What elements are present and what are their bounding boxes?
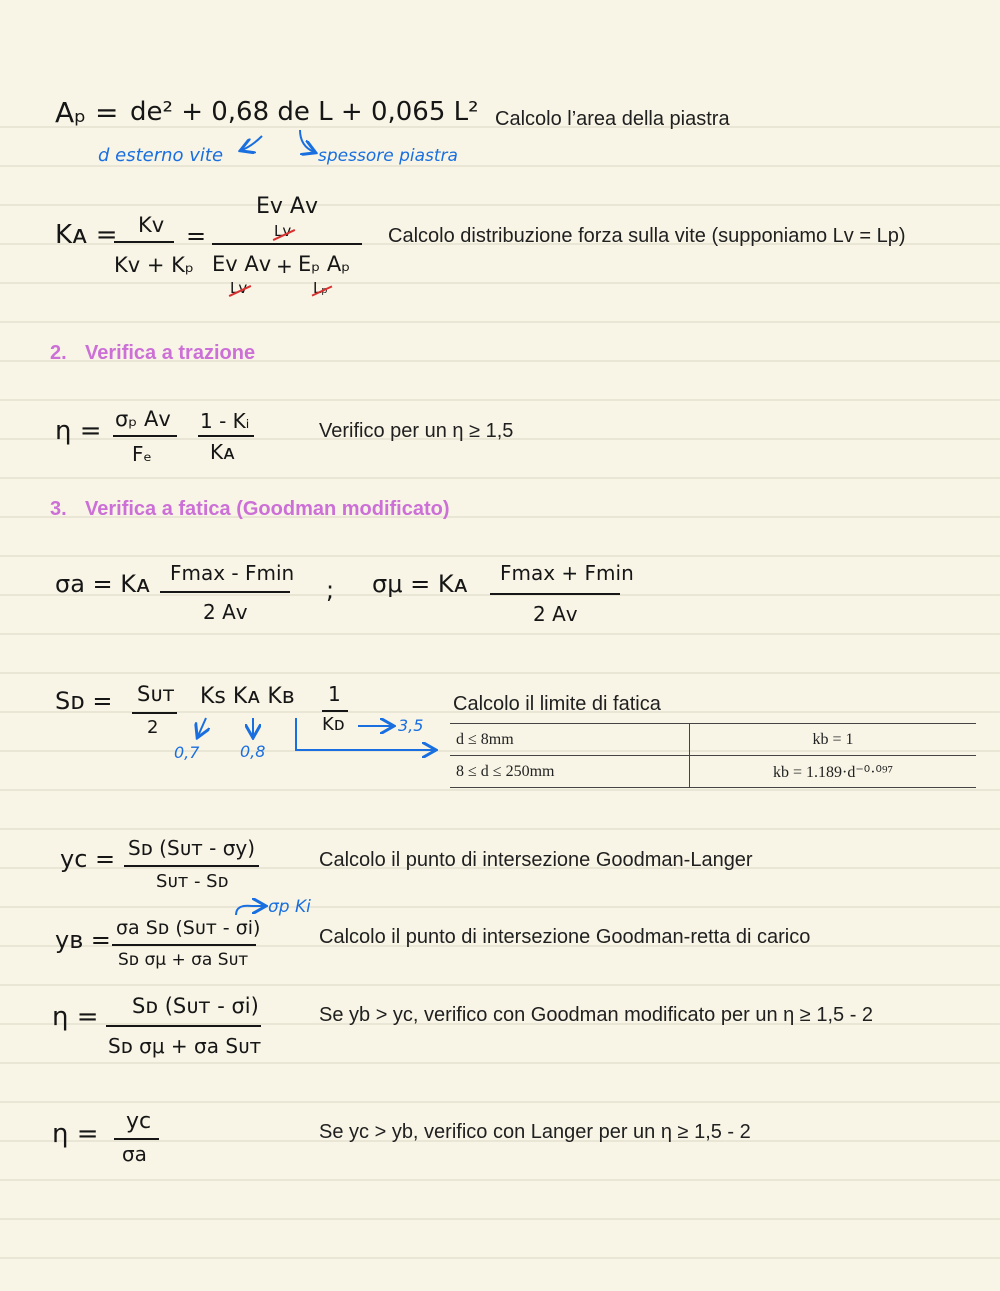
eta2-bar <box>106 1025 261 1027</box>
ka-bar2 <box>212 243 362 245</box>
yb-lhs: yʙ = <box>55 926 111 954</box>
section-2-heading: 2. Verifica a trazione <box>50 342 256 364</box>
note-eta1: Verifico per un η ≥ 1,5 <box>319 420 514 442</box>
ks-value: 0,7 <box>174 743 200 762</box>
yc-den: Sᴜᴛ - Sᴅ <box>156 871 229 892</box>
ka-den1: Kᴠ + Kₚ <box>114 253 194 277</box>
kb-table <box>450 723 976 788</box>
ka-num2: Eᴠ Aᴠ <box>256 194 318 219</box>
sigm-den: 2 Aᴠ <box>533 602 578 626</box>
ka-den2a-sub: Lᴠ <box>230 279 248 297</box>
ka-den2b-sub: Lₚ <box>313 279 328 297</box>
ap-lhs: Aₚ = <box>55 96 119 129</box>
kf-value: 3,5 <box>398 716 424 735</box>
table-row <box>450 756 976 788</box>
eta2-den: Sᴅ σμ + σa Sᴜᴛ <box>108 1034 262 1058</box>
sf-bar1 <box>132 712 177 714</box>
ka-den2b: Eₚ Aₚ <box>298 252 351 276</box>
sf-bar2 <box>322 710 348 712</box>
eta3-bar <box>114 1138 159 1140</box>
ka-den2a: Eᴠ Aᴠ <box>212 252 272 276</box>
sigm-bar <box>490 593 620 595</box>
yc-bar <box>124 865 259 867</box>
note-yb: Calcolo il punto di intersezione Goodman-retta di carico <box>319 926 811 948</box>
note-sf: Calcolo il limite di fatica <box>453 693 661 715</box>
eta2-lhs: η = <box>52 1002 99 1032</box>
kb-value: kb = 1 <box>690 724 976 756</box>
siga-num: Fmax - Fmin <box>170 561 295 585</box>
note-ka: Calcolo distribuzione forza sulla vite (supponiamo Lv = Lp) <box>388 225 906 247</box>
ka-value: 0,8 <box>240 742 266 761</box>
yb-bar <box>112 944 256 946</box>
ka-bar1 <box>114 241 174 243</box>
ka-num2-sub: Lᴠ <box>274 222 292 240</box>
sf-num2: 1 <box>328 682 341 706</box>
sf-factors: Kѕ Kᴀ Kʙ <box>200 684 295 709</box>
ka-num1: Kᴠ <box>138 213 165 237</box>
yc-lhs: yc = <box>60 845 116 873</box>
sf-den1: 2 <box>147 717 159 738</box>
yb-num: σa Sᴅ (Sᴜᴛ - σi) <box>116 917 261 939</box>
eta1-den2: Kᴀ <box>210 440 235 464</box>
section-3-heading: 3. Verifica a fatica (Goodman modificato) <box>50 498 450 520</box>
yc-num: Sᴅ (Sᴜᴛ - σy) <box>128 836 256 860</box>
yb-den: Sᴅ σμ + σa Sᴜᴛ <box>118 950 249 970</box>
table-row <box>450 724 976 756</box>
ka-lhs: Kᴀ = <box>55 220 118 250</box>
sf-den2: Kᴅ <box>322 714 345 735</box>
note-eta3: Se yc > yb, verifico con Langer per un η ≥ 1,5 - 2 <box>319 1121 751 1143</box>
ap-annotation-l: spessore piastra <box>318 146 458 166</box>
ka-plus: + <box>276 254 293 278</box>
sig-separator: ; <box>326 576 335 604</box>
siga-den: 2 Aᴠ <box>203 600 248 624</box>
kb-value: kb = 1.189·d⁻⁰·⁰⁹⁷ <box>690 756 976 788</box>
sigm-lhs: σμ = Kᴀ <box>372 570 468 598</box>
kb-condition: d ≤ 8mm <box>450 724 690 756</box>
siga-lhs: σa = Kᴀ <box>55 570 151 598</box>
sigm-num: Fmax + Fmin <box>500 561 634 585</box>
kb-condition: 8 ≤ d ≤ 250mm <box>450 756 690 788</box>
eta1-den1: Fₑ <box>132 442 152 466</box>
eta3-lhs: η = <box>52 1119 99 1149</box>
eta1-num2: 1 - Kᵢ <box>200 409 250 433</box>
ap-annotation-d: d esterno vite <box>98 145 224 166</box>
eta2-num: Sᴅ (Sᴜᴛ - σi) <box>132 994 259 1018</box>
eta1-bar2 <box>198 435 254 437</box>
eta1-bar1 <box>113 435 177 437</box>
note-ap: Calcolo l’area della piastra <box>495 108 730 130</box>
sf-num1: Sᴜᴛ <box>137 682 175 706</box>
yb-annotation: σp Ki <box>268 897 311 917</box>
eta3-den: σa <box>122 1142 147 1166</box>
eta1-lhs: η = <box>55 416 102 446</box>
siga-bar <box>160 591 290 593</box>
sf-lhs: Sᴅ = <box>55 687 113 715</box>
eta3-num: yc <box>126 1109 152 1134</box>
ap-rhs: de² + 0,68 de L + 0,065 L² <box>130 97 479 127</box>
ka-eq2: = <box>186 222 207 250</box>
note-yc: Calcolo il punto di intersezione Goodman-Langer <box>319 849 753 871</box>
eta1-num1: σₚ Aᴠ <box>115 407 171 431</box>
note-eta2: Se yb > yc, verifico con Goodman modificato per un η ≥ 1,5 - 2 <box>319 1004 874 1026</box>
